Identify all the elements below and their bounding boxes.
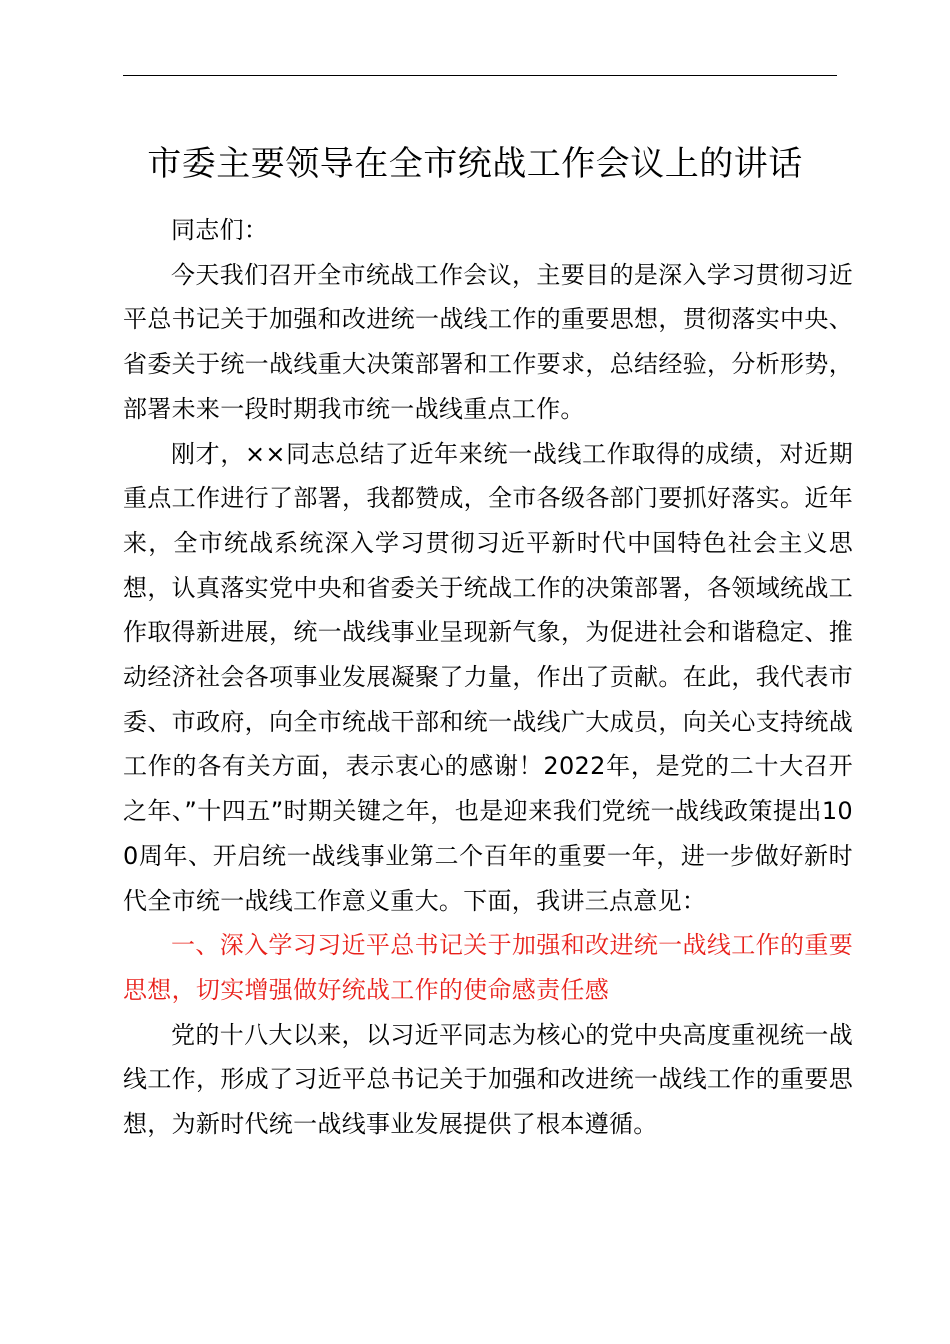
section-1-paragraph: 党的十八大以来，以习近平同志为核心的党中央高度重视统一战线工作，形成了习近平总书记关于加强和改进统一战线工作的重要思想，为新时代统一战线事业发展提供了根本遵循。	[123, 1020, 853, 1139]
document-body	[123, 208, 853, 1147]
paragraph-intro: 今天我们召开全市统战工作会议，主要目的是深入学习贯彻习近平总书记关于加强和改进统一战线工作的重要思想，贯彻落实中央、省委关于统一战线重大决策部署和工作要求，总结经验，分析形势，部署未来一段时期我市统一战线重点工作。	[123, 260, 853, 423]
salutation: 同志们：	[171, 216, 269, 244]
header-rule	[123, 75, 837, 76]
section-heading-1: 一、深入学习习近平总书记关于加强和改进统一战线工作的重要思想，切实增强做好统战工作的使命感责任感	[123, 931, 853, 1004]
page-title: 市委主要领导在全市统战工作会议上的讲话	[147, 144, 803, 184]
paragraph-review: 刚才，××同志总结了近年来统一战线工作取得的成绩，对近期重点工作进行了部署，我都赞成，全市各级各部门要抓好落实。近年来，全市统战系统深入学习贯彻习近平新时代中国特色社会主义思想，认真落实党中央和省委关于统战工作的决策部署，各领域统战工作取得新进展，统一战线事业呈现新气象，为促进社会和谐稳定、推动经济社会各项事业发展凝聚了力量，作出了贡献。在此，我代表市委、市政府，向全市统战干部和统一战线广大成员，向关心支持统战工作的各有关方面，表示衷心的感谢！2022年，是党的二十大召开之年、”十四五”时期关键之年，也是迎来我们党统一战线政策提出100周年、开启统一战线事业第二个百年的重要一年，进一步做好新时代全市统一战线工作意义重大。下面，我讲三点意见：	[123, 439, 853, 915]
